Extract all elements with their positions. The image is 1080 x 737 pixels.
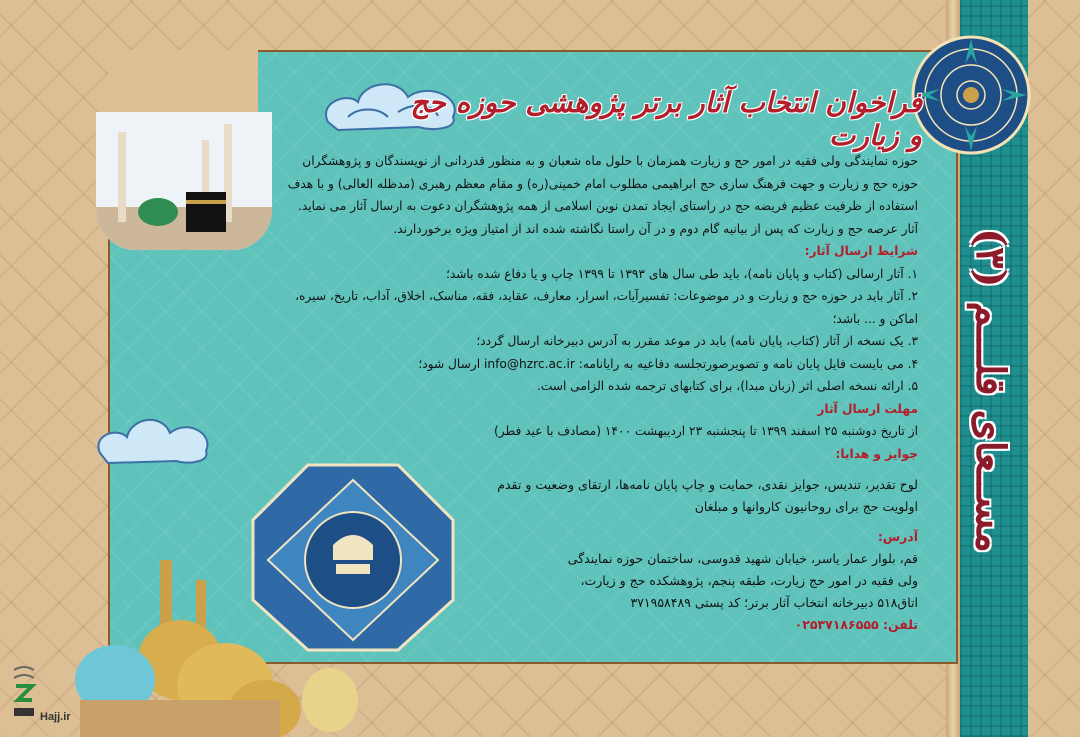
prize-line: لوح تقدیر، تندیس، جوایز نقدی، حمایت و چاپ پایان نامه‌ها، ارتقای وضعیت و تقدم	[497, 477, 918, 492]
address-line: ولی فقیه در امور حج زیارت، طبقه پنجم، پژوهشکده حج و زیارت،	[580, 573, 918, 588]
rosette-ornament	[910, 34, 1032, 156]
condition-item: ۴. می بایست فایل پایان نامه و تصویرصورتجلسه دفاعیه به رایانامه: info@hzrc.ac.ir ارسال شود؛	[418, 356, 918, 371]
condition-item: ۲. آثار باید در حوزه حج و زیارت و در موضوعات: تفسیرآیات، اسرار، معارف، عقاید، فقه، مناسک، اخلاق، آداب، تاریخ، سیره، اماکن و ... باشد؛	[295, 289, 918, 326]
address-line: اتاق۵۱۸ دبیرخانه انتخاب آثار برتر؛ کد پستی ۳۷۱۹۵۸۴۸۹	[630, 595, 918, 610]
main-content	[268, 150, 918, 465]
mecca-illustration	[96, 112, 272, 250]
deadline-text: از تاریخ دوشنبه ۲۵ اسفند ۱۳۹۹ تا پنجشنبه ۲۳ اردیبهشت ۱۴۰۰ (مصادف با عید فطر)	[493, 424, 918, 438]
conditions-heading: شرایط ارسال آثار:	[804, 244, 918, 258]
intro-line: حوزه نمایندگی ولی فقیه در امور حج و زیارت همزمان با حلول ماه شعبان و به منظور قدردانی از نویسندگان و پژوهشگران	[302, 154, 918, 168]
lower-content	[440, 474, 918, 636]
prizes-heading: جوایز و هدایا:	[835, 446, 918, 461]
deadline-heading: مهلت ارسال آثار	[817, 401, 918, 416]
page-title: فراخوان انتخاب آثار برتر پژوهشی حوزه حج و زیارت	[410, 86, 922, 152]
condition-item: ۱. آثار ارسالی (کتاب و پایان نامه)، باید طی سال های ۱۳۹۳ تا ۱۳۹۹ چاپ و یا دفاع شده باشد؛	[445, 266, 918, 281]
address-line: قم، بلوار عمار یاسر، خیابان شهید قدوسی، ساختمان حوزه نمایندگی	[567, 551, 918, 566]
intro-line: آثار عرصه حج و زیارت که پس از بیانیه گام دوم و در آن راستا نگاشته شده اند از امتیاز ویژه برخوردارند.	[393, 221, 918, 236]
phone-label: تلفن:	[882, 617, 918, 632]
cloud-ornament-left	[92, 405, 216, 467]
intro-line: حوزه حج و زیارت و جهت فرهنگ سازی حج ابراهیمی مطلوب امام خمینی(ره) و مقام معظم رهبری (مدظله العالی) و با هدف	[287, 176, 918, 191]
condition-item: ۳. یک نسخه از آثار (کتاب، پایان نامه) باید در موعد مقرر به آدرس دبیرخانه ارسال گردد؛	[476, 334, 918, 348]
condition-item: ۵. ارائه نسخه اصلی اثر (زبان مبدا)، برای کتابهای ترجمه شده الزامی است.	[536, 379, 918, 393]
hajj-logo-icon	[10, 664, 38, 720]
vertical-title-text: مســعای قلـــم (۳)	[966, 227, 1014, 553]
watermark-text: Hajj.ir	[40, 711, 71, 723]
phone-row	[440, 614, 918, 636]
phone-value: ۰۲۵۳۷۱۸۶۵۵۵	[794, 617, 879, 632]
prize-line: اولویت حج برای روحانیون کاروانها و مبلغان	[694, 499, 918, 514]
vertical-title	[968, 160, 1012, 620]
address-heading: آدرس:	[877, 529, 918, 544]
intro-line: استفاده از ظرفیت عظیم فریضه حج در راستای ایجاد تمدن نوین اسلامی از همه پژوهشگران دعوت به ارسال آثار می نماید.	[297, 199, 918, 213]
